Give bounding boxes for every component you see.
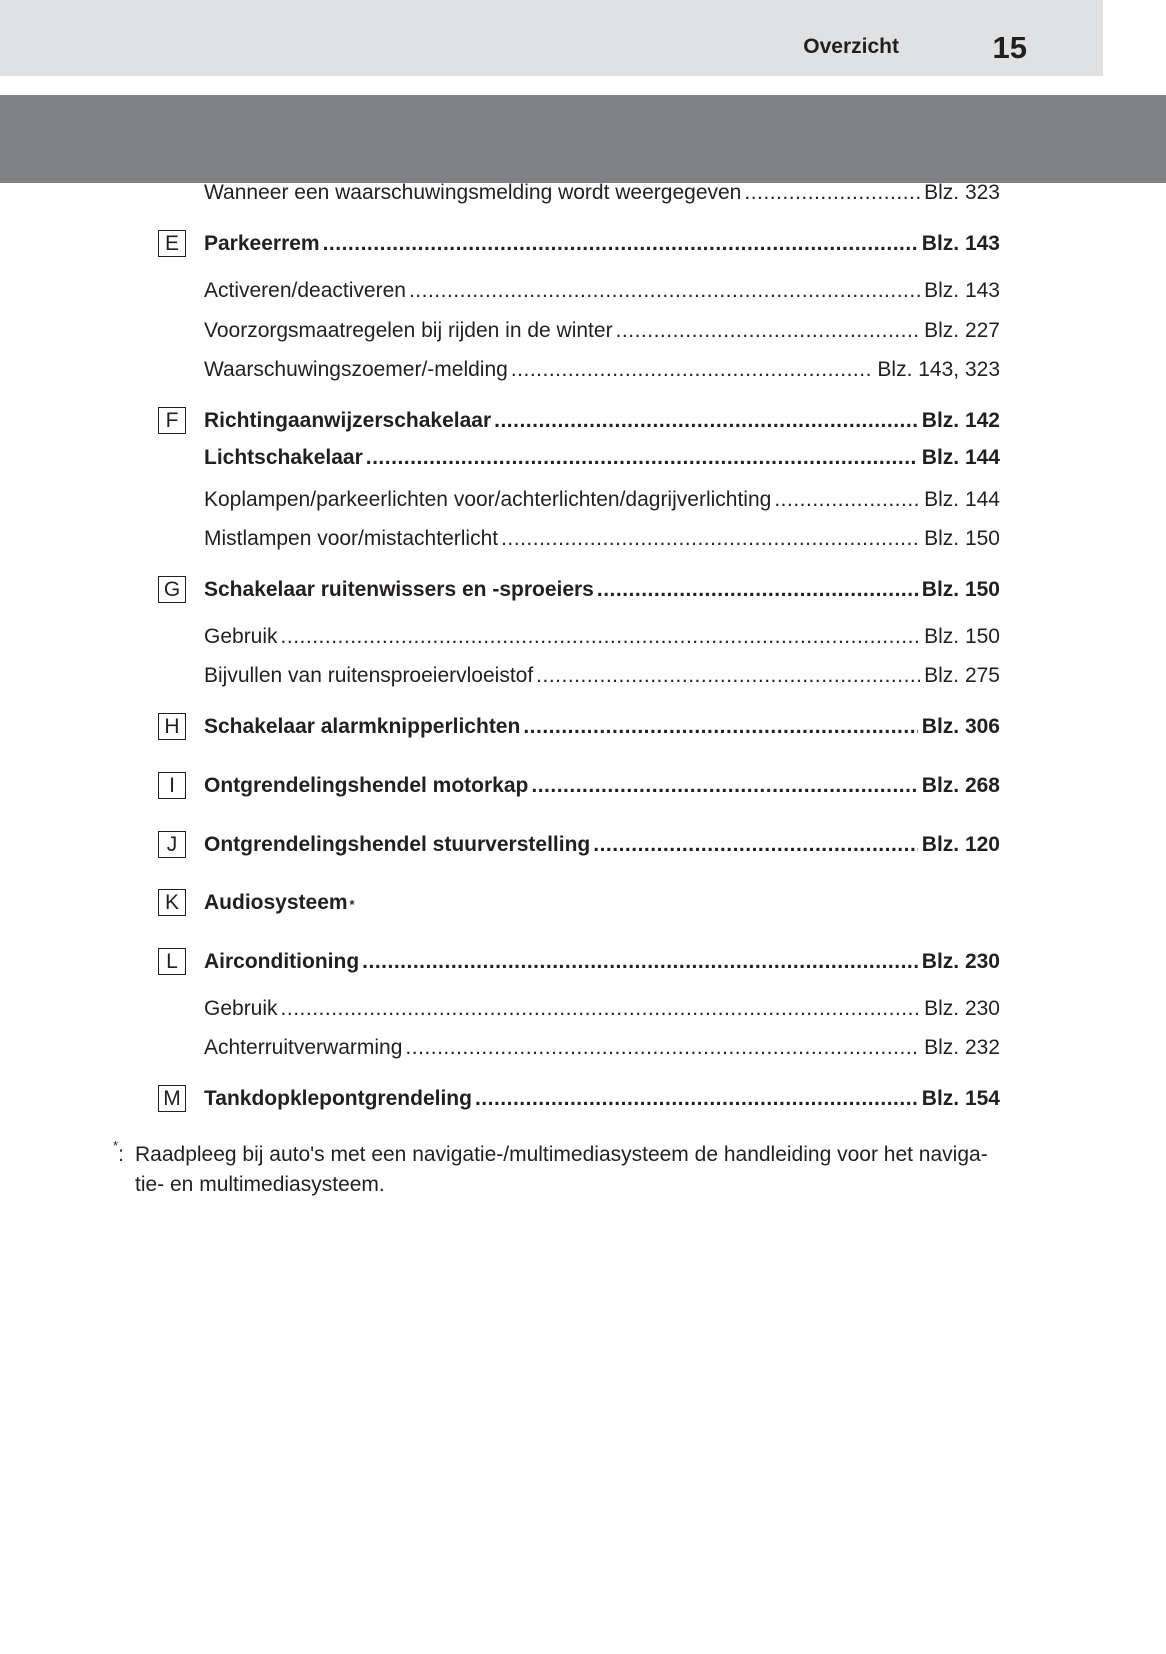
list-item (158, 575, 1000, 605)
list-item (158, 1084, 1000, 1114)
entry-page: Blz. 268 (921, 774, 1000, 797)
list-item (158, 485, 1000, 515)
callout-letter: I (158, 772, 186, 799)
list-item (158, 888, 1000, 918)
entry-label: Schakelaar ruitenwissers en -sproeiers (204, 578, 594, 601)
leader-dots (323, 229, 918, 259)
leader-dots (616, 316, 921, 346)
leader-dots (475, 1084, 918, 1114)
leader-dots (523, 712, 917, 742)
entry-label: Wanneer een waarschuwingsmelding wordt weergegeven (204, 181, 742, 204)
leader-dots (531, 771, 917, 801)
entry-label: Achterruitverwarming (204, 1036, 403, 1059)
leader-dots (774, 485, 920, 515)
footnote-text-continued: tie- en multimediasysteem. (135, 1173, 385, 1196)
leader-dots (744, 178, 920, 208)
entry-page: Blz. 143 (921, 232, 1000, 255)
entry-label: Parkeerrem (204, 232, 320, 255)
leader-dots (511, 355, 874, 385)
entry-label: Richtingaanwijzerschakelaar (204, 409, 492, 432)
callout-letter: L (158, 948, 186, 975)
page-number: 15 (992, 30, 1027, 65)
entry-page: Blz. 306 (921, 715, 1000, 738)
callout-letter: J (158, 831, 186, 858)
list-item (158, 316, 1000, 346)
entry-page: Blz. 142 (921, 409, 1000, 432)
list-item (158, 947, 1000, 977)
list-item (158, 830, 1000, 860)
entry-label: Lichtschakelaar (204, 446, 363, 469)
section-title: Overzicht (803, 35, 899, 58)
leader-dots (501, 524, 920, 554)
entry-label: Ontgrendelingshendel stuurverstelling (204, 833, 591, 856)
list-item (158, 712, 1000, 742)
callout-letter: K (158, 889, 186, 916)
callout-letter: H (158, 713, 186, 740)
list-item (158, 524, 1000, 554)
entry-label: Voorzorgsmaatregelen bij rijden in de winter (204, 319, 613, 342)
entry-label: Audiosysteem (204, 891, 348, 914)
list-item (158, 771, 1000, 801)
entry-label: Koplampen/parkeerlichten voor/achterlichten/dagrijverlichting (204, 488, 772, 511)
entry-page: Blz. 120 (921, 833, 1000, 856)
callout-letter: M (158, 1085, 186, 1112)
entry-page: Blz. 144 (921, 446, 1000, 469)
footnote-reference: * (349, 897, 355, 912)
list-item (158, 355, 1000, 385)
list-item (158, 443, 1000, 473)
entry-page: Blz. 143 (924, 279, 1000, 302)
entry-page: Blz. 154 (921, 1087, 1000, 1110)
list-item (158, 994, 1000, 1024)
entry-label: Waarschuwingszoemer/-melding (204, 358, 508, 381)
entry-page: Blz. 232 (924, 1036, 1000, 1059)
list-item (158, 276, 1000, 306)
leader-dots (597, 575, 918, 605)
entry-label: Airconditioning (204, 950, 360, 973)
list-item (158, 406, 1000, 436)
entry-label: Gebruik (204, 625, 278, 648)
leader-dots (409, 276, 920, 306)
footnote (113, 1140, 1013, 1200)
entry-page: Blz. 323 (924, 181, 1000, 204)
callout-letter: E (158, 230, 186, 257)
leader-dots (405, 1033, 920, 1063)
footnote-mark: * (113, 1138, 119, 1153)
entry-page: Blz. 144 (924, 488, 1000, 511)
list-item (158, 622, 1000, 652)
leader-dots (593, 830, 918, 860)
leader-dots (366, 443, 918, 473)
entry-label: Mistlampen voor/mistachterlicht (204, 527, 499, 550)
entry-page: Blz. 230 (921, 950, 1000, 973)
callout-letter: F (158, 407, 186, 434)
entry-label: Gebruik (204, 997, 278, 1020)
entry-label: Tankdopklepontgrendeling (204, 1087, 472, 1110)
footnote-text: Raadpleeg bij auto's met een navigatie-/multimediasysteem de handleiding voor het naviga- (135, 1143, 988, 1166)
index-list (158, 0, 1000, 1654)
entry-page: Blz. 150 (924, 625, 1000, 648)
entry-label: Activeren/deactiveren (204, 279, 406, 302)
list-item (158, 178, 1000, 208)
entry-page: Blz. 275 (924, 664, 1000, 687)
footnote-separator: : (118, 1143, 124, 1166)
list-item (158, 1033, 1000, 1063)
callout-letter: G (158, 576, 186, 603)
entry-page: Blz. 227 (924, 319, 1000, 342)
entry-page: Blz. 143, 323 (877, 358, 1000, 381)
entry-label: Bijvullen van ruitensproeiervloeistof (204, 664, 534, 687)
leader-dots (362, 947, 918, 977)
leader-dots (281, 994, 921, 1024)
entry-label: Schakelaar alarmknipperlichten (204, 715, 521, 738)
entry-page: Blz. 230 (924, 997, 1000, 1020)
list-item (158, 661, 1000, 691)
entry-page: Blz. 150 (924, 527, 1000, 550)
list-item (158, 229, 1000, 259)
entry-page: Blz. 150 (921, 578, 1000, 601)
leader-dots (536, 661, 920, 691)
leader-dots (494, 406, 918, 436)
entry-label: Ontgrendelingshendel motorkap (204, 774, 529, 797)
leader-dots (281, 622, 921, 652)
